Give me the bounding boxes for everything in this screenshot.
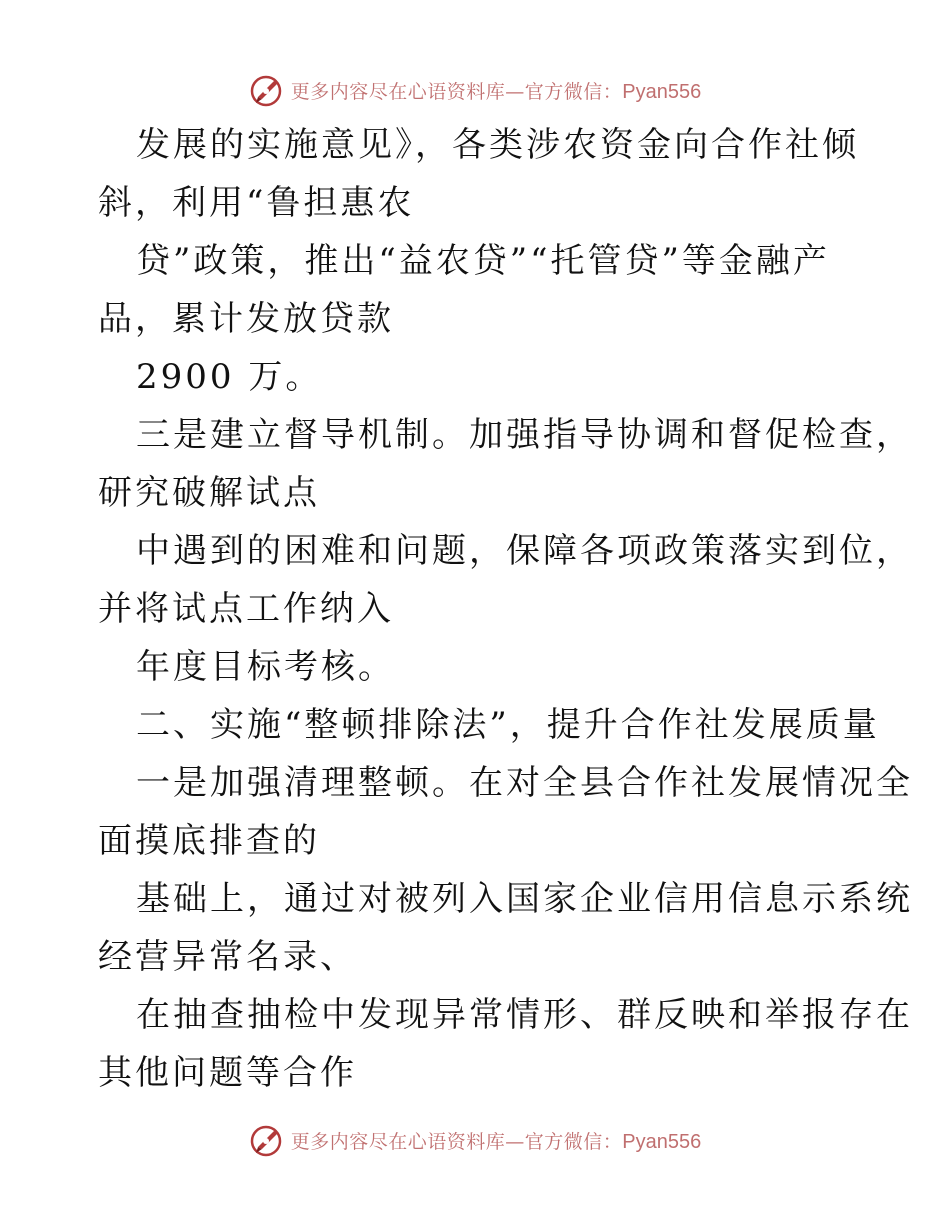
text-line: 中遇到的困难和问题，保障各项政策落实到位， — [136, 531, 913, 571]
header-watermark — [0, 70, 950, 110]
brand-logo-icon — [249, 1122, 285, 1158]
text-line: 2900 万。 — [136, 357, 323, 397]
text-line: 发展的实施意见》，各类涉农资金向合作社倾 — [136, 125, 859, 165]
text-line: 研究破解试点 — [98, 473, 320, 513]
text-line: 基础上，通过对被列入国家企业信用信息示系统 — [136, 879, 913, 919]
text-line: 贷”政策，推出“益农贷”“托管贷”等金融产 — [136, 241, 830, 281]
text-line: 在抽查抽检中发现异常情形、群反映和举报存在 — [136, 995, 913, 1035]
watermark-text: 更多内容尽在心语资料库—官方微信：Pyan556 — [290, 1130, 702, 1153]
text-line: 年度目标考核。 — [136, 647, 395, 687]
text-line: 面摸底排查的 — [98, 821, 320, 861]
footer-watermark — [0, 1120, 950, 1160]
section-heading: 二、实施“整顿排除法”，提升合作社发展质量 — [136, 705, 880, 745]
text-line: 其他问题等合作 — [98, 1053, 357, 1093]
brand-logo-icon — [249, 72, 285, 108]
text-line: 三是建立督导机制。加强指导协调和督促检查， — [136, 415, 913, 455]
watermark-text: 更多内容尽在心语资料库—官方微信：Pyan556 — [290, 80, 702, 103]
text-line: 斜，利用“鲁担惠农 — [98, 183, 415, 223]
text-line: 经营异常名录、 — [98, 937, 357, 977]
text-line: 并将试点工作纳入 — [98, 589, 394, 629]
document-body — [98, 116, 913, 1102]
text-line: 品，累计发放贷款 — [98, 299, 394, 339]
text-line: 一是加强清理整顿。在对全县合作社发展情况全 — [136, 763, 913, 803]
